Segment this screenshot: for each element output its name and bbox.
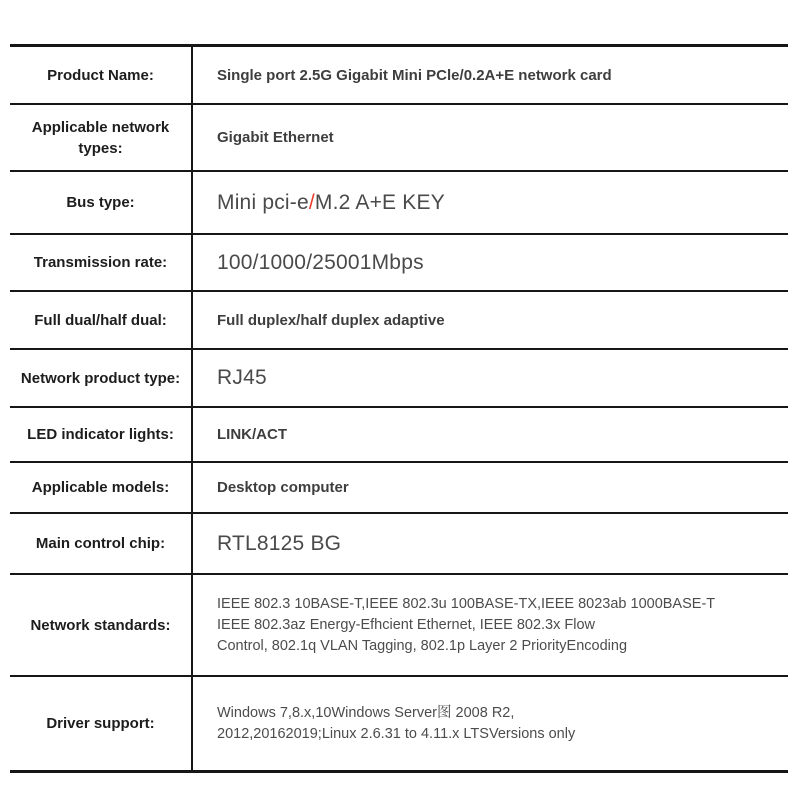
spec-value-line: IEEE 802.3az Energy-Efhcient Ethernet, IEEE 802.3x Flow (217, 616, 596, 633)
red-slash-separator: / (308, 190, 315, 214)
spec-row-transmission-rate (10, 235, 788, 292)
spec-row-network-product-type (10, 350, 788, 408)
spec-row-product-name (10, 47, 788, 105)
spec-row-applicable-models (10, 463, 788, 514)
spec-value-line: IEEE 802.3 10BASE-T,IEEE 802.3u 100BASE-TX,IEEE 8023ab 1000BASE-T (217, 595, 716, 612)
spec-value: Full duplex/half duplex adaptive (217, 311, 445, 329)
spec-row-full-dual-half-dual (10, 292, 788, 350)
bus-type-suffix: M.2 A+E KEY (314, 190, 445, 214)
spec-value: LINK/ACT (217, 426, 287, 443)
spec-label: Driver support: (10, 677, 193, 770)
spec-label: Product Name: (10, 47, 193, 103)
spec-label: Transmission rate: (10, 235, 193, 290)
spec-value: Single port 2.5G Gigabit Mini PCle/0.2A+E network card (217, 66, 612, 84)
spec-row-network-standards (10, 575, 788, 677)
spec-label: Full dual/half dual: (10, 292, 193, 348)
spec-label: Bus type: (10, 172, 193, 233)
spec-value-line: Control, 802.1q VLAN Tagging, 802.1p Layer 2 PriorityEncoding (217, 637, 628, 654)
spec-value: RTL8125 BG (217, 531, 342, 555)
bus-type-prefix: Mini pci-e (217, 190, 309, 214)
spec-value: RJ45 (217, 366, 267, 389)
spec-label: Network standards: (10, 575, 193, 675)
spec-row-bus-type (10, 172, 788, 235)
spec-label: LED indicator lights: (10, 408, 193, 461)
spec-value: Gigabit Ethernet (217, 129, 334, 146)
spec-label: Applicable models: (10, 463, 193, 512)
spec-label: Network product type: (10, 350, 193, 406)
spec-value-line: 2012,20162019;Linux 2.6.31 to 4.11.x LTSVersions only (217, 725, 576, 742)
spec-label: Applicable network types: (10, 105, 193, 170)
spec-value: Desktop computer (217, 479, 349, 496)
spec-row-led-indicator-lights (10, 408, 788, 463)
spec-value: 100/1000/25001Mbps (217, 250, 424, 274)
spec-row-applicable-network-types (10, 105, 788, 172)
spec-value (193, 575, 788, 675)
spec-row-driver-support (10, 677, 788, 770)
spec-label: Main control chip: (10, 514, 193, 573)
spec-value (193, 172, 788, 233)
spec-value-line: Windows 7,8.x,10Windows Server图 2008 R2, (217, 704, 515, 721)
spec-value (193, 677, 788, 770)
spec-row-main-control-chip (10, 514, 788, 575)
spec-table (10, 44, 788, 773)
